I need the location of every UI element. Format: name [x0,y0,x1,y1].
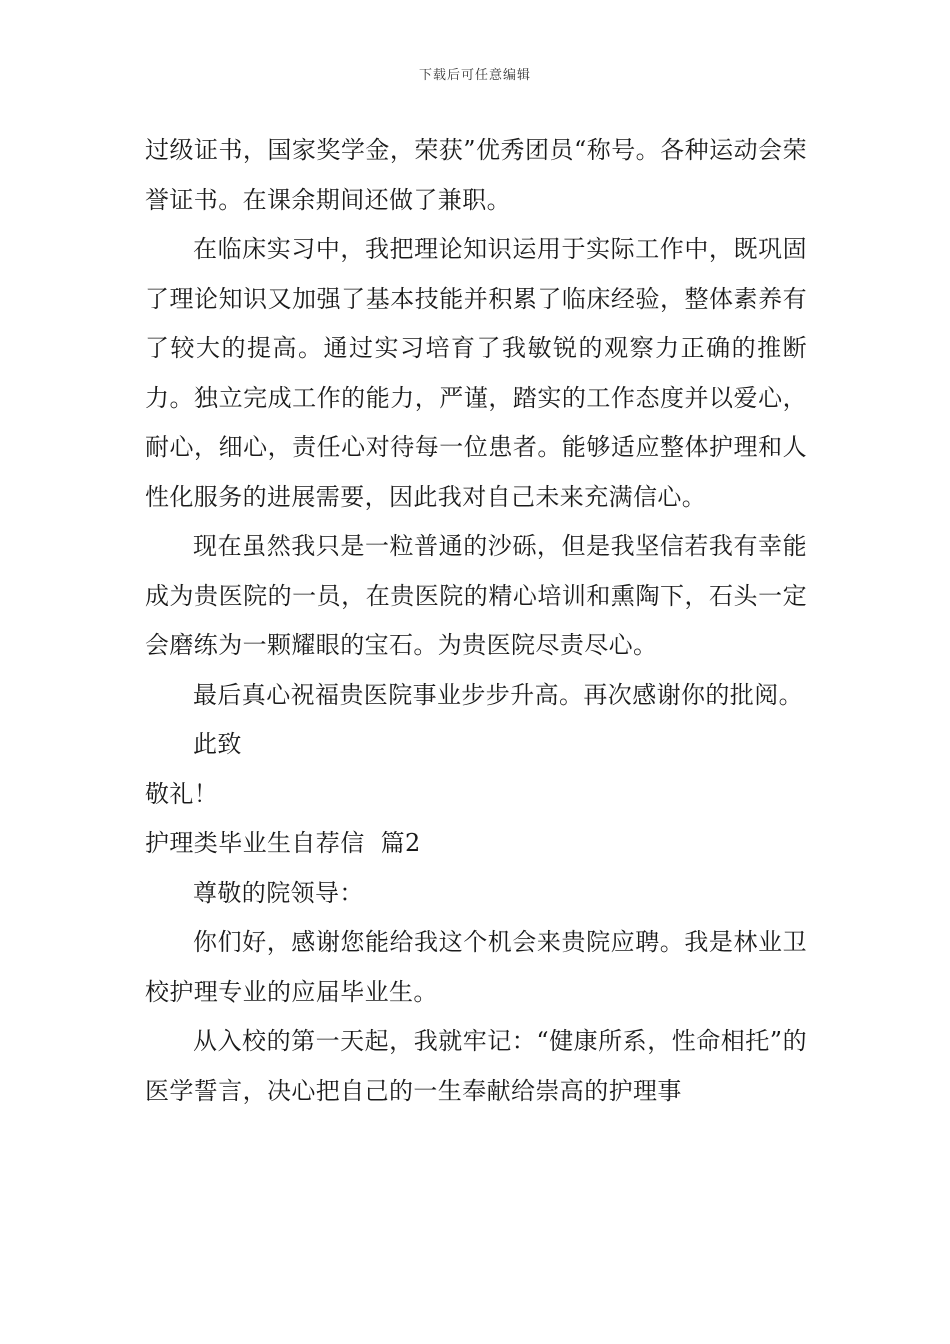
section-title: 护理类毕业生自荐信 篇2 [145,829,421,857]
paragraph-clinical-internship: 在临床实习中，我把理论知识运用于实际工作中，既巩固了理论知识又加强了基本技能并积累了临床经验，整体素养有了较大的提高。通过实习培育了我敏锐的观察力正确的推断力。独立完成工作的能力，严谨，踏实的工作态度并以爱心，耐心，细心，责任心对待每一位患者。能够适应整体护理和人性化服务的进展需要，因此我对自己未来充满信心。 [145,235,807,511]
paragraph-hope: 现在虽然我只是一粒普通的沙砾，但是我坚信若我有幸能成为贵医院的一员，在贵医院的精心培训和熏陶下，石头一定会磨练为一颗耀眼的宝石。为贵医院尽责尽心。 [145,532,807,659]
paragraph-certificates: 过级证书，国家奖学金，荣获”优秀团员“称号。各种运动会荣誉证书。在课余期间还做了兼职。 [145,136,807,214]
salutation-jingli: 敬礼！ [145,779,219,808]
paragraph-oath: 从入校的第一天起，我就牢记：“健康所系，性命相托”的医学誓言，决心把自己的一生奉献给崇高的护理事 [145,1027,807,1105]
salutation-cizhi: 此致 [193,730,242,758]
paragraph-introduction: 你们好，感谢您能给我这个机会来贵院应聘。我是林业卫校护理专业的应届毕业生。 [145,928,807,1006]
page-header: 下载后可任意编辑 [418,68,531,83]
paragraph-closing-thanks: 最后真心祝福贵医院事业步步升高。再次感谢你的批阅。 [193,680,803,709]
greeting: 尊敬的院领导： [193,878,364,907]
document-body [145,126,807,1116]
